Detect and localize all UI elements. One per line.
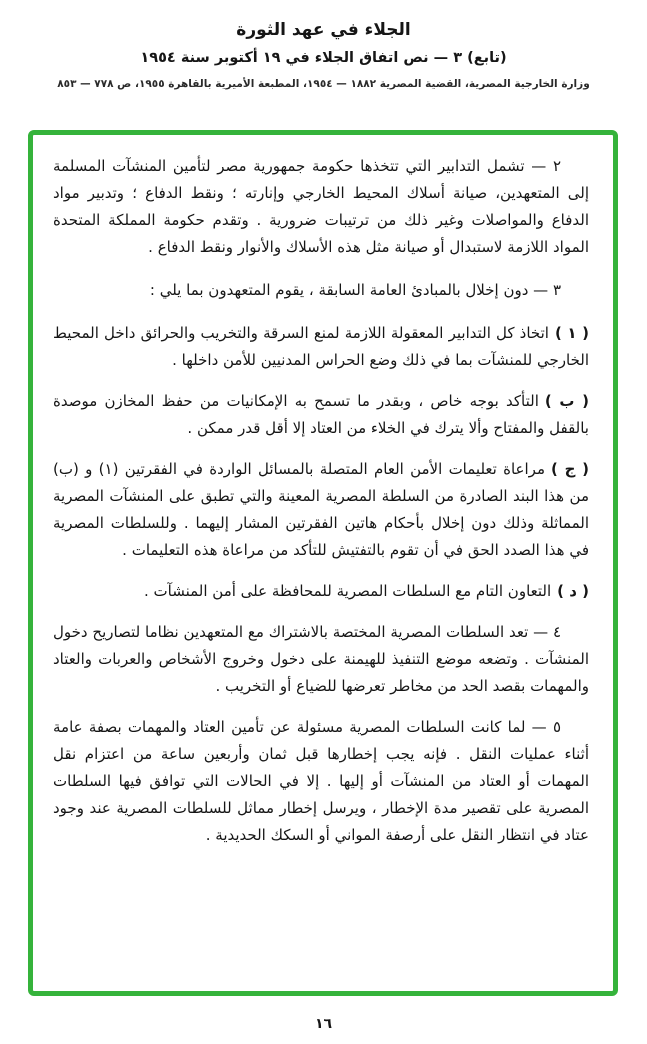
list-item-d (53, 578, 589, 605)
document-title: الجلاء في عهد الثورة (236, 20, 411, 40)
list-item-1-marker: ( ١ ) (554, 324, 590, 342)
source-citation: وزارة الخارجية المصرية، القضية المصرية ١٨٨٢ — ١٩٥٤، المطبعة الأميرية بالقاهرة ١٩٥٥، ص ٧٧٨ — ٨٥٣ (57, 78, 590, 90)
list-item-d-text: التعاون التام مع السلطات المصرية للمحافظة على أمن المنشآت . (143, 582, 552, 600)
list-item-b (53, 388, 589, 442)
list-item-b-text: التأكد بوجه خاص ، وبقدر ما تسمح به الإمكانيات من حفظ المخازن موصدة بالقفل والمفتاح وألا يترك في الخلاء من العتاد إلا أقل قدر ممكن . (53, 392, 589, 437)
list-item-b-marker: ( ب ) (544, 392, 589, 410)
list-item-j (53, 456, 589, 564)
list-item-1 (53, 320, 589, 374)
highlight-box (28, 130, 618, 996)
page-number: ١٦ (314, 1016, 333, 1032)
list-item-1-text: اتخاذ كل التدابير المعقولة اللازمة لمنع السرقة والتخريب والحرائق داخل المحيط الخارجي للمنشآت بما في ذلك وضع الحراس المدنيين للأمن داخلها . (53, 324, 589, 369)
clause-4: ٤ — تعد السلطات المصرية المختصة بالاشتراك مع المتعهدين نظاما لتصاريح دخول المنشآت . وتضعه موضع التنفيذ للهيمنة على دخول وخروج الأشخاص والعربات والعتاد والمهمات بقصد الحد من مخاطر تعرضها للضياع أو التخريب . (53, 623, 589, 695)
page-header (0, 0, 647, 90)
clause-2: ٢ — تشمل التدابير التي تتخذها حكومة جمهورية مصر لتأمين المنشآت المسلمة إلى المتعهدين، صيانة أسلاك المحيط الخارجي وإنارته ؛ ونقط الدفاع ؛ وتدبير مواد الدفاع والمواصلات وغير ذلك من ترتيبات ضرورية . وتقدم حكومة المملكة المتحدة المواد اللازمة لاستبدال أو صيانة مثل هذه الأسلاك والأنوار ونقط الدفاع . (53, 157, 589, 256)
list-item-j-marker: ( ج ) (550, 460, 589, 478)
list-item-d-marker: ( د ) (557, 582, 589, 600)
list-item-j-text: مراعاة تعليمات الأمن العام المتصلة بالمسائل الواردة في الفقرتين (١) و (ب) من هذا البند الصادرة من السلطة المصرية المعينة والتي تطبق على المنشآت المصرية المماثلة وذلك دون إخلال بأحكام هاتين الفقرتين المشار إليهما . وللسلطات المصرية في هذا الصدد الحق في أن تقوم بالتفتيش للتأكد من مراعاة هذه التعليمات . (53, 460, 589, 559)
clause-3-intro: ٣ — دون إخلال بالمبادئ العامة السابقة ، يقوم المتعهدون بما يلي : (149, 281, 561, 299)
clause-5: ٥ — لما كانت السلطات المصرية مسئولة عن تأمين العتاد والمهمات بصفة عامة أثناء عمليات النقل . فإنه يجب إخطارها قبل ثمان وأربعين ساعة من اعتزام نقل المهمات أو العتاد من المنشآت أو إليها . إلا في الحالات التي توافق فيها السلطات المصرية على تقصير مدة الإخطار ، ويرسل إخطار مماثل للسلطات المصرية عند وجود عتاد في انتظار النقل على أرصفة المواني أو السكك الحديدية . (53, 718, 589, 844)
document-subtitle: (تابع) ٣ — نص اتفاق الجلاء في ١٩ أكتوبر سنة ١٩٥٤ (140, 50, 507, 66)
